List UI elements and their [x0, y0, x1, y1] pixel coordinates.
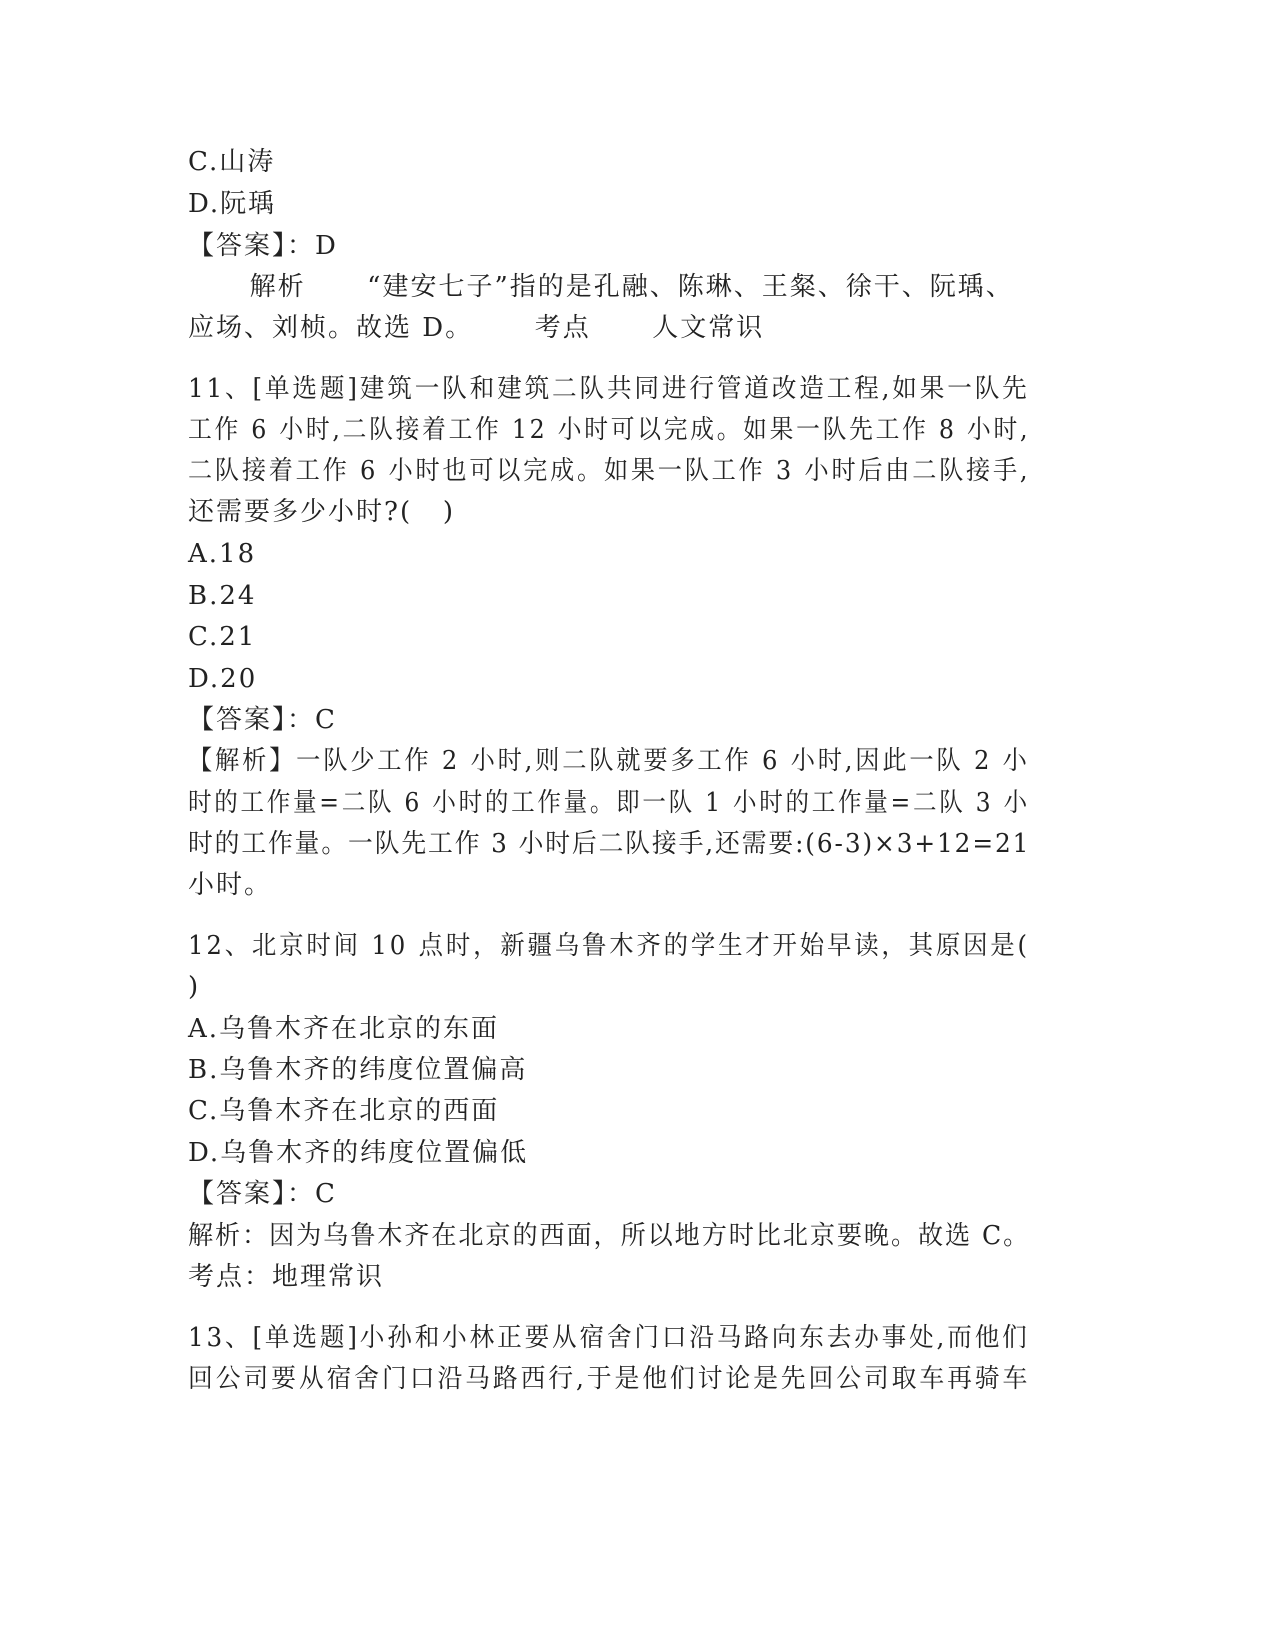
q11-option-d: D.20	[188, 664, 258, 694]
q11-answer: 【答案】：C	[188, 705, 337, 735]
q12-analysis-line: 解析：因为乌鲁木齐在北京的西面，所以地方时比北京要晚。故选 C。	[188, 1221, 1031, 1251]
q11-analysis-line: 【解析】一队少工作 2 小时,则二队就要多工作 6 小时,因此一队 2 小	[188, 746, 1030, 776]
q11-stem-line: 还需要多少小时?( )	[188, 497, 456, 527]
q10-option-d: D.阮瑀	[188, 189, 277, 219]
q12-answer: 【答案】：C	[188, 1179, 337, 1209]
q12-stem-line: )	[188, 972, 201, 1002]
q11-stem-line: 工作 6 小时,二队接着工作 12 小时可以完成。如果一队先工作 8 小时,	[188, 415, 1031, 445]
q12-option-b: B.乌鲁木齐的纬度位置偏高	[188, 1055, 528, 1085]
q11-option-b: B.24	[188, 581, 257, 611]
q12-option-c: C.乌鲁木齐在北京的西面	[188, 1096, 500, 1126]
q13-stem-line: 回公司要从宿舍门口沿马路西行,于是他们讨论是先回公司取车再骑车	[188, 1364, 1031, 1394]
q11-analysis-line: 时的工作量=二队 6 小时的工作量。即一队 1 小时的工作量=二队 3 小	[188, 788, 1030, 818]
q13-stem-line: 13、[单选题]小孙和小林正要从宿舍门口沿马路向东去办事处,而他们	[188, 1323, 1030, 1353]
q11-option-a: A.18	[188, 539, 257, 569]
q11-analysis-line: 时的工作量。一队先工作 3 小时后二队接手,还需要:(6-3)×3+12=21	[188, 829, 1031, 859]
q11-stem-line: 二队接着工作 6 小时也可以完成。如果一队工作 3 小时后由二队接手,	[188, 456, 1031, 486]
q11-analysis-line: 小时。	[188, 870, 273, 900]
q12-stem-line: 12、北京时间 10 点时，新疆乌鲁木齐的学生才开始早读，其原因是(	[188, 931, 1030, 961]
q12-option-a: A.乌鲁木齐在北京的东面	[188, 1014, 500, 1044]
q12-analysis-line: 考点：地理常识	[188, 1262, 385, 1292]
q10-option-c: C.山涛	[188, 147, 276, 177]
q11-stem-line: 11、[单选题]建筑一队和建筑二队共同进行管道改造工程,如果一队先	[188, 374, 1030, 404]
q10-analysis-line: 解析 “建安七子”指的是孔融、陈琳、王粲、徐干、阮瑀、	[188, 272, 1014, 302]
q10-analysis-line: 应场、刘桢。故选 D。 考点 人文常识	[188, 313, 765, 343]
q10-answer: 【答案】：D	[188, 231, 338, 261]
q11-option-c: C.21	[188, 622, 257, 652]
q12-option-d: D.乌鲁木齐的纬度位置偏低	[188, 1138, 529, 1168]
